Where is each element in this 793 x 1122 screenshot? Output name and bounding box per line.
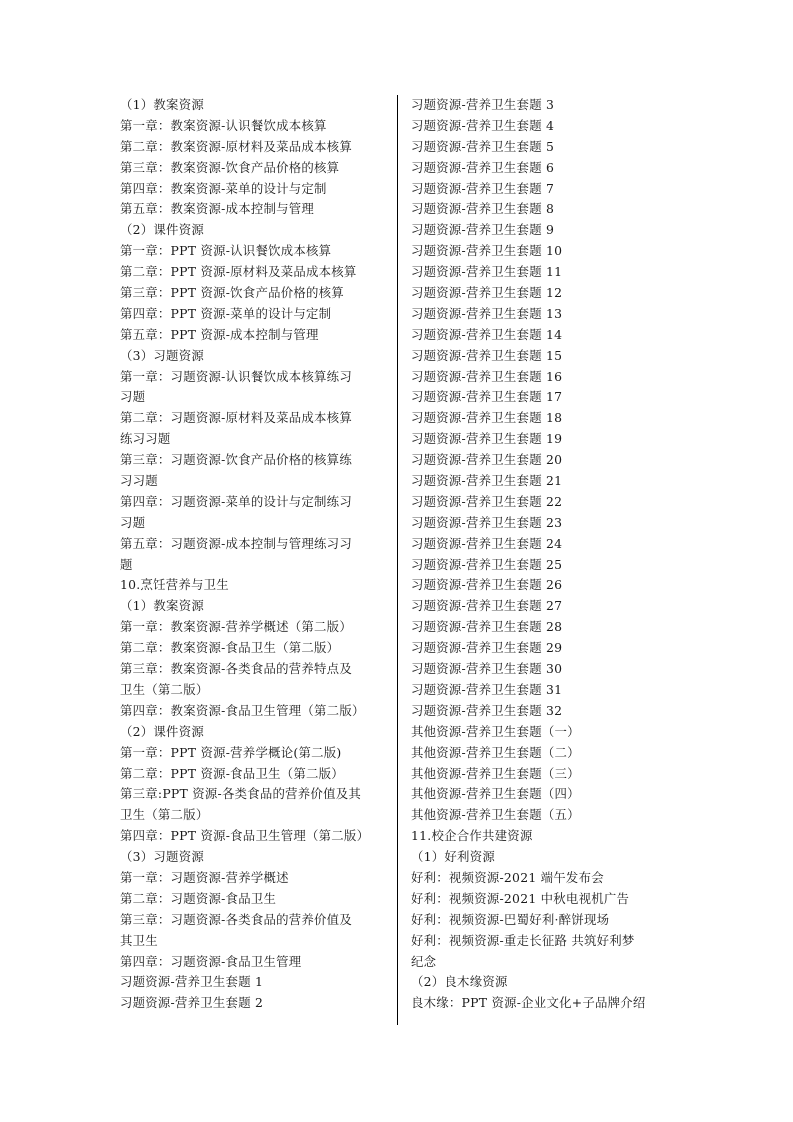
text-line: 第四章：习题资源-食品卫生管理	[120, 953, 302, 969]
text-line: 习题资源-营养卫生套题 11	[411, 264, 563, 280]
text-line: 习题资源-营养卫生套题 1	[120, 974, 264, 990]
text-line: 第四章：PPT 资源-菜单的设计与定制	[120, 305, 332, 321]
text-line: 习题资源-营养卫生套题 4	[411, 117, 555, 133]
text-line: 习题资源-营养卫生套题 5	[411, 138, 555, 154]
column-divider	[397, 95, 398, 1025]
text-line: 习题资源-营养卫生套题 6	[411, 159, 555, 175]
text-line: 卫生（第二版）	[120, 807, 209, 823]
text-line: （2）课件资源	[120, 723, 204, 739]
text-line: 第四章：习题资源-菜单的设计与定制练习	[120, 493, 352, 509]
text-line: 习题资源-营养卫生套题 30	[411, 661, 563, 677]
text-line: 习题资源-营养卫生套题 16	[411, 368, 563, 384]
text-line: 习题资源-营养卫生套题 22	[411, 493, 563, 509]
text-line: 第二章：教案资源-原材料及菜品成本核算	[120, 138, 352, 154]
text-line: 习题资源-营养卫生套题 21	[411, 473, 563, 489]
text-line: 习题资源-营养卫生套题 27	[411, 598, 563, 614]
text-line: 习题资源-营养卫生套题 8	[411, 201, 555, 217]
text-line: （2）课件资源	[120, 222, 204, 238]
text-line: 习题资源-营养卫生套题 18	[411, 410, 563, 426]
text-line: 第二章：PPT 资源-原材料及菜品成本核算	[120, 264, 357, 280]
text-line: 第四章：PPT 资源-食品卫生管理（第二版）	[120, 828, 370, 844]
text-line: 第三章:PPT 资源-各类食品的营养价值及其	[120, 786, 361, 802]
text-line: 11.校企合作共建资源	[411, 828, 533, 844]
text-line: 其他资源-营养卫生套题（二）	[411, 744, 580, 760]
text-line: 习习题	[120, 473, 158, 489]
text-line: 第四章：教案资源-菜单的设计与定制	[120, 180, 327, 196]
text-line: 第一章：教案资源-营养学概述（第二版）	[120, 619, 352, 635]
text-line: 第三章：教案资源-饮食产品价格的核算	[120, 159, 340, 175]
text-line: 习题资源-营养卫生套题 25	[411, 556, 563, 572]
text-line: 第一章：PPT 资源-认识餐饮成本核算	[120, 243, 332, 259]
text-line: 其他资源-营养卫生套题（五）	[411, 807, 580, 823]
text-line: 第一章：教案资源-认识餐饮成本核算	[120, 117, 327, 133]
text-line: 第三章：习题资源-饮食产品价格的核算练	[120, 452, 352, 468]
text-line: 良木缘：PPT 资源-企业文化+子品牌介绍	[411, 995, 646, 1011]
text-line: 习题资源-营养卫生套题 24	[411, 535, 563, 551]
text-line: 习题资源-营养卫生套题 17	[411, 389, 563, 405]
text-line: 第四章：教案资源-食品卫生管理（第二版）	[120, 702, 365, 718]
text-line: （1）教案资源	[120, 598, 204, 614]
text-line: 第五章：教案资源-成本控制与管理	[120, 201, 315, 217]
text-line: 其他资源-营养卫生套题（四）	[411, 786, 580, 802]
text-line: 习题资源-营养卫生套题 32	[411, 702, 563, 718]
text-line: 习题资源-营养卫生套题 23	[411, 514, 563, 530]
text-line: 第三章：习题资源-各类食品的营养价值及	[120, 911, 352, 927]
text-line: 好利：视频资源-2021 中秋电视机广告	[411, 890, 630, 906]
text-line: 纪念	[411, 953, 437, 969]
text-line: 习题	[120, 389, 146, 405]
text-line: 其卫生	[120, 932, 158, 948]
text-line: 习题资源-营养卫生套题 15	[411, 347, 563, 363]
text-line: 10.烹饪营养与卫生	[120, 577, 229, 593]
text-line: 第二章：教案资源-食品卫生（第二版）	[120, 640, 340, 656]
text-line: 习题资源-营养卫生套题 12	[411, 285, 563, 301]
text-line: 好利：视频资源-巴蜀好利·醉饼现场	[411, 911, 610, 927]
text-line: 其他资源-营养卫生套题（三）	[411, 765, 580, 781]
text-line: （1）教案资源	[120, 97, 204, 112]
text-line: 第五章：PPT 资源-成本控制与管理	[120, 326, 319, 342]
text-line: 习题资源-营养卫生套题 26	[411, 577, 563, 593]
text-line: 习题	[120, 514, 146, 530]
text-line: 习题资源-营养卫生套题 10	[411, 243, 563, 259]
text-line: 习题资源-营养卫生套题 20	[411, 452, 563, 468]
text-line: 第二章：习题资源-食品卫生	[120, 890, 277, 906]
text-line: 习题资源-营养卫生套题 13	[411, 305, 563, 321]
text-line: 好利：视频资源-2021 端午发布会	[411, 869, 604, 885]
text-line: （3）习题资源	[120, 347, 204, 363]
text-line: 第五章：习题资源-成本控制与管理练习习	[120, 535, 352, 551]
text-line: 第三章：PPT 资源-饮食产品价格的核算	[120, 285, 344, 301]
left-column	[120, 95, 388, 1014]
text-line: 练习习题	[120, 431, 171, 447]
text-line: 第一章：习题资源-认识餐饮成本核算练习	[120, 368, 352, 384]
text-line: 习题资源-营养卫生套题 7	[411, 180, 555, 196]
text-line: 习题资源-营养卫生套题 28	[411, 619, 563, 635]
text-line: 习题资源-营养卫生套题 2	[120, 995, 264, 1011]
text-line: （2）良木缘资源	[411, 974, 508, 990]
text-line: 第三章：教案资源-各类食品的营养特点及	[120, 661, 352, 677]
text-line: 习题资源-营养卫生套题 3	[411, 97, 555, 112]
text-line: 习题资源-营养卫生套题 14	[411, 326, 563, 342]
text-line: 其他资源-营养卫生套题（一）	[411, 723, 580, 739]
text-line: （1）好利资源	[411, 849, 495, 865]
text-line: 第一章：习题资源-营养学概述	[120, 869, 289, 885]
text-line: （3）习题资源	[120, 849, 204, 865]
text-line: 题	[120, 556, 133, 572]
text-line: 习题资源-营养卫生套题 31	[411, 681, 563, 697]
text-line: 习题资源-营养卫生套题 29	[411, 640, 563, 656]
text-line: 卫生（第二版）	[120, 681, 209, 697]
text-line: 习题资源-营养卫生套题 9	[411, 222, 555, 238]
text-line: 第二章：习题资源-原材料及菜品成本核算	[120, 410, 352, 426]
text-line: 第二章：PPT 资源-食品卫生（第二版）	[120, 765, 344, 781]
text-line: 习题资源-营养卫生套题 19	[411, 431, 563, 447]
text-line: 好利：视频资源-重走长征路 共筑好利梦	[411, 932, 635, 948]
text-line: 第一章：PPT 资源-营养学概论(第二版)	[120, 744, 342, 760]
right-column	[411, 95, 676, 1014]
